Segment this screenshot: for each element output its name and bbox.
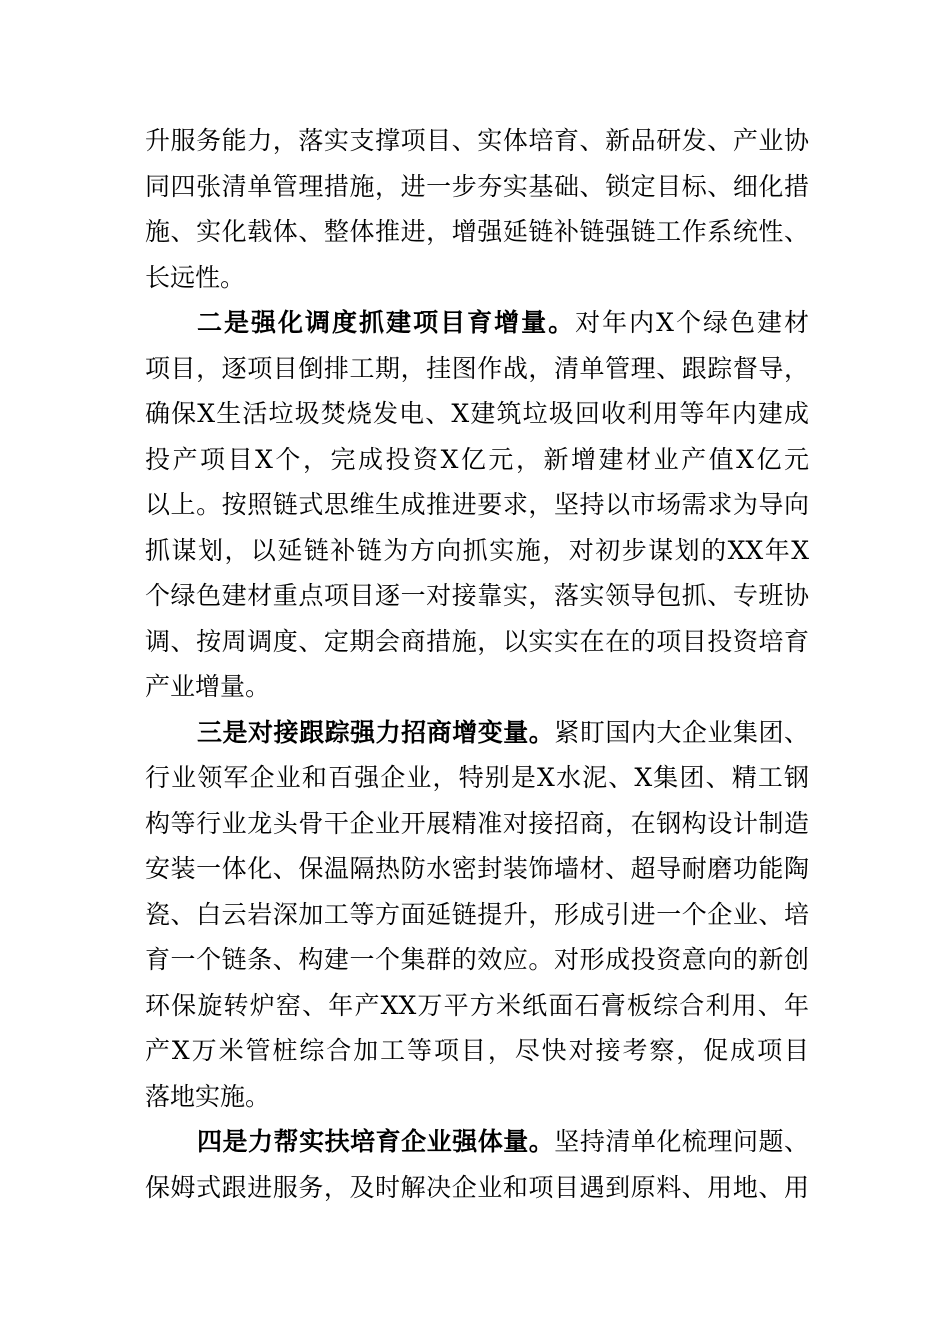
paragraph-line: 抓谋划，以延链补链为方向抓实施，对初步谋划的XX年X <box>145 535 809 565</box>
paragraph-line: 施、实化载体、整体推进，增强延链补链强链工作系统性、 <box>145 217 809 246</box>
paragraph-text: 坚持清单化梳理问题、 <box>554 1127 809 1156</box>
paragraph-line: 以上。按照链式思维生成推进要求，坚持以市场需求为导向 <box>145 490 809 519</box>
paragraph-line: 产X万米管桩综合加工等项目，尽快对接考察，促成项目 <box>145 1036 809 1065</box>
paragraph-text: 紧盯国内大企业集团、 <box>554 717 809 747</box>
paragraph-line: 瓷、白云岩深加工等方面延链提升，形成引进一个企业、培 <box>145 899 809 929</box>
paragraph-line: 投产项目X个，完成投资X亿元，新增建材业产值X亿元 <box>145 444 809 474</box>
paragraph-line: 升服务能力，落实支撑项目、实体培育、新品研发、产业协 <box>145 126 809 155</box>
paragraph-first-line <box>145 300 809 346</box>
paragraph-line: 个绿色建材重点项目逐一对接靠实，落实领导包抓、专班协 <box>145 581 809 610</box>
paragraph-line: 育一个链条、构建一个集群的效应。对形成投资意向的新创 <box>145 945 809 974</box>
paragraph-line: 产业增量。 <box>145 672 271 701</box>
paragraph-line: 同四张清单管理措施，进一步夯实基础、锁定目标、细化措 <box>145 171 809 201</box>
paragraph-3 <box>145 710 809 1120</box>
paragraph-line: 调、按周调度、定期会商措施，以实实在在的项目投资培育 <box>145 626 809 656</box>
paragraph-line: 确保X生活垃圾焚烧发电、X建筑垃圾回收利用等年内建成 <box>145 399 809 428</box>
paragraph-1 <box>145 118 809 300</box>
paragraph-2 <box>145 300 809 710</box>
paragraph-lead-heading: 四是力帮实扶培育企业强体量。 <box>197 1127 555 1156</box>
paragraph-line: 项目，逐项目倒排工期，挂图作战，清单管理、跟踪督导， <box>145 353 809 383</box>
paragraph-first-line <box>145 710 809 756</box>
paragraph-line: 环保旋转炉窑、年产XX万平方米纸面石膏板综合利用、年 <box>145 990 809 1020</box>
paragraph-line: 行业领军企业和百强企业，特别是X水泥、X集团、精工钢 <box>145 763 809 792</box>
paragraph-first-line <box>145 1119 809 1165</box>
paragraph-line: 安装一体化、保温隔热防水密封装饰墙材、超导耐磨功能陶 <box>145 854 809 883</box>
paragraph-line: 构等行业龙头骨干企业开展精准对接招商，在钢构设计制造 <box>145 808 809 838</box>
paragraph-text: 对年内X个绿色建材 <box>575 308 809 337</box>
paragraph-line: 落地实施。 <box>145 1081 271 1111</box>
paragraph-lead-heading: 二是强化调度抓建项目育增量。 <box>197 308 576 337</box>
paragraph-4 <box>145 1119 809 1210</box>
paragraph-line: 长远性。 <box>145 262 246 292</box>
document-page <box>145 118 809 1210</box>
paragraph-line: 保姆式跟进服务，及时解决企业和项目遇到原料、用地、用 <box>145 1172 809 1202</box>
paragraph-lead-heading: 三是对接跟踪强力招商增变量。 <box>197 717 555 747</box>
